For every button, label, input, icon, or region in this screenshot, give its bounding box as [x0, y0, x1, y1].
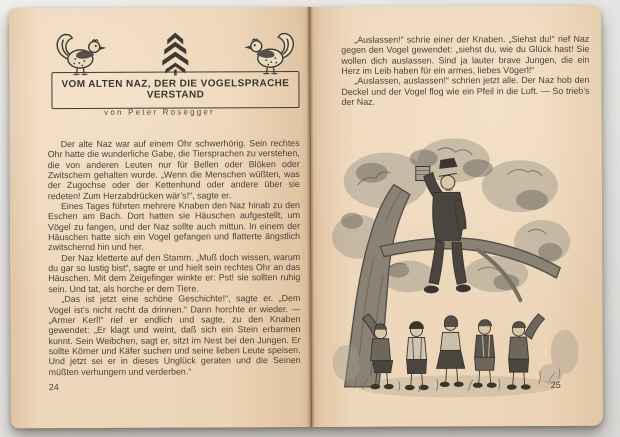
open-book-spread	[9, 6, 603, 429]
right-page	[309, 6, 603, 427]
header-ornaments	[51, 31, 299, 76]
bird-ornament-right-icon	[241, 31, 299, 75]
byline: von Peter Rosegger	[104, 107, 215, 117]
page-title: VOM ALTEN NAZ, DER DIE VOGELSPRACHE VERSTAND	[61, 78, 290, 101]
bird-ornament-left-icon	[51, 32, 109, 76]
story-paragraph: Eines Tages führten mehrere Knaben den Naz hinab zu den Eschen am Bach. Dort hatten sie Häuschen aufgestellt, um Vögel zu fangen, und der Naz sollte auch mittun. In einem der Häuschen hatte sich ein Vogel gefangen und flatterte ängstlich zwitschernd hin und her.	[47, 200, 301, 253]
left-page-body	[48, 138, 301, 377]
fir-tree-ornament-icon	[157, 31, 193, 75]
story-paragraph: „Auslassen, auslassen!“ schrien jetzt alle. Der Naz hob den Deckel und der Vogel flog wie ein Pfeil in die Luft. — So trieb’s der Naz.	[341, 75, 590, 107]
tree-illustration	[328, 124, 585, 411]
story-paragraph: „Das ist jetzt eine schöne Geschichte!“, sagte er. „Dem Vogel ist’s nicht recht da drinnen.“ Dann horchte er wieder. — „Armer Kerl!“ rief er endlich und sagte, zu den Knaben gewendet: „Er klagt und weint, daß sich ein Stein erbarmen kunnt. Sein Weibchen, sagt er, sitzt im Nest bei den Jungen. Er sollte Körner und Käfer suchen und seine lieben Leute speisen. Und jetzt sei er in dieses Unglück geraten und die Seinen müßten verhungern und verderben.“	[48, 293, 301, 377]
page-number-right: 25	[550, 379, 561, 390]
story-paragraph: „Auslassen!“ schrie einer der Knaben. „Siehst du!“ rief Naz gegen den Vogel gewendet: „siehst du, wie du Glück hast! Sie wollen dich auslassen. Sind ja lauter brave Jungen, die ein Herz im Leib haben für ein armes, liebes Vögerl!“	[341, 33, 590, 76]
story-title-box	[51, 71, 299, 109]
right-page-body	[341, 34, 589, 107]
story-paragraph: Der Naz kletterte auf den Stamm. „Muß doch wissen, warum du gar so lustig bist“, sagte er und hielt sein rechtes Ohr an das Häuschen. Mit dem Zeigefinger winkte er: Pst! sie sollten ruhig sein. Und tat, als horche er dem Tiere.	[48, 251, 301, 294]
story-paragraph: Der alte Naz war auf einem Ohr schwerhörig. Sein rechtes Ohr hatte die wunderliche Gabe, die Tiersprachen zu verstehen, die von anderen Leuten nur für Bellen oder Blöken oder Zwitschern gehalten wurde. „Wenn die Menschen wüßten, was der Zugochse oder der Kettenhund oder andere über sie redeten! Zum Herzabdrücken wär’s!“, sagte er.	[47, 138, 300, 201]
left-page	[9, 7, 311, 428]
page-number-left: 24	[48, 382, 59, 393]
